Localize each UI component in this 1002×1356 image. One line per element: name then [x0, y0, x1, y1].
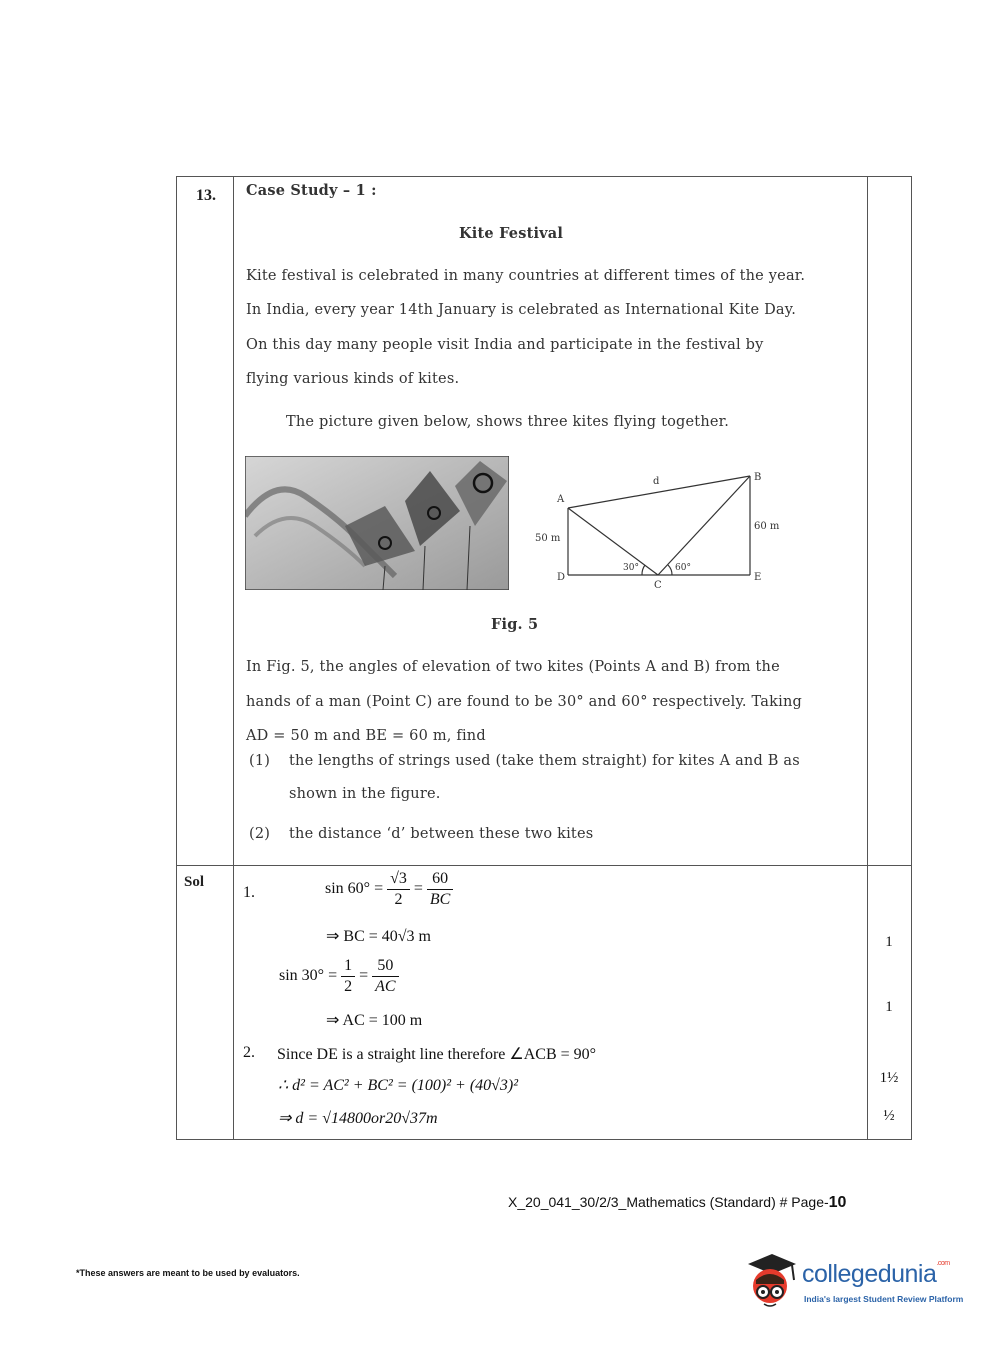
- point-a-label: A: [557, 494, 565, 505]
- paragraph-line: On this day many people visit India and participate in the festival by: [246, 337, 764, 353]
- sin30-equation: [279, 956, 399, 997]
- page-reference-text: X_20_041_30/2/3_Mathematics (Standard) # Page-: [508, 1194, 829, 1210]
- ac-result: ⇒ AC = 100 m: [326, 1012, 423, 1029]
- be-length-label: 60 m: [754, 521, 780, 532]
- marks-value: 1: [885, 934, 893, 950]
- question-line: AD = 50 m and BE = 60 m, find: [246, 728, 486, 744]
- sin30-den2: AC: [375, 978, 396, 995]
- sin30-den1: 2: [344, 978, 353, 995]
- part-1-number: (1): [249, 753, 271, 769]
- fraction: [372, 956, 398, 997]
- question-line: hands of a man (Point C) are found to be 30° and 60° respectively. Taking: [246, 694, 802, 710]
- paragraph-line: In India, every year 14th January is celebrated as International Kite Day.: [246, 302, 797, 318]
- mascot-icon: [742, 1250, 800, 1314]
- picture-caption: The picture given below, shows three kites flying together.: [286, 414, 730, 430]
- evaluator-note: *These answers are meant to be used by evaluators.: [76, 1268, 300, 1278]
- part-2-number: (2): [249, 826, 271, 842]
- row-divider: [176, 865, 912, 866]
- fraction: [341, 956, 355, 997]
- bc-result: ⇒ BC = 40√3 m: [326, 928, 431, 945]
- sin60-eq: =: [413, 880, 423, 898]
- part-1-text-cont: shown in the figure.: [289, 786, 441, 802]
- brand-tagline: India's largest Student Review Platform: [804, 1294, 964, 1304]
- sin30-num1: 1: [341, 956, 355, 977]
- point-e-label: E: [754, 572, 762, 583]
- solution-label: Sol: [184, 874, 205, 890]
- kite-photo: [245, 456, 509, 590]
- sin60-den1: 2: [394, 891, 403, 908]
- collegedunia-logo: [742, 1248, 972, 1318]
- sin60-lhs: sin 60° =: [325, 880, 384, 898]
- sin60-den2: BC: [429, 891, 451, 908]
- straight-line-statement: Since DE is a straight line therefore ∠ACB = 90°: [277, 1046, 597, 1063]
- figure-label: Fig. 5: [491, 616, 539, 633]
- kite-diagram: [530, 466, 800, 592]
- angle-60-label: 60°: [675, 563, 691, 573]
- question-line: In Fig. 5, the angles of elevation of two kites (Points A and B) from the: [246, 659, 780, 675]
- sin30-num2: 50: [372, 956, 398, 977]
- brand-suffix: .com: [936, 1260, 950, 1267]
- point-c-label: C: [654, 580, 662, 591]
- sin60-equation: [325, 869, 453, 910]
- paragraph-line: Kite festival is celebrated in many countries at different times of the year.: [246, 268, 806, 284]
- column-divider-right: [867, 176, 868, 1140]
- d-result: ⇒ d = √14800or20√37m: [278, 1110, 438, 1127]
- solution-part-2-number: 2.: [243, 1044, 255, 1061]
- brand-text: collegedunia: [802, 1260, 937, 1288]
- page-number: 10: [828, 1194, 847, 1211]
- distance-d-label: d: [653, 476, 660, 487]
- part-2-text: the distance ‘d’ between these two kites: [289, 826, 594, 842]
- point-b-label: B: [754, 472, 762, 483]
- case-study-title: Kite Festival: [459, 225, 564, 242]
- marks-value: 1½: [879, 1070, 899, 1086]
- d-squared-equation: ∴ d² = AC² + BC² = (100)² + (40√3)²: [278, 1077, 519, 1094]
- sin30-eq: =: [359, 967, 369, 985]
- question-number: 13.: [196, 187, 216, 204]
- case-study-heading: Case Study – 1 :: [246, 182, 377, 199]
- fraction: [427, 869, 453, 910]
- part-1-text: the lengths of strings used (take them straight) for kites A and B as: [289, 753, 800, 769]
- fraction: [387, 869, 410, 910]
- marks-value: 1: [885, 999, 893, 1015]
- solution-part-1-number: 1.: [243, 884, 255, 901]
- point-d-label: D: [557, 572, 566, 583]
- ad-length-label: 50 m: [535, 533, 561, 544]
- paragraph-line: flying various kinds of kites.: [246, 371, 460, 387]
- page-reference: [508, 1194, 846, 1212]
- brand-name: [802, 1260, 950, 1289]
- column-divider-left: [233, 176, 234, 1140]
- marks-value: ½: [883, 1108, 895, 1124]
- angle-30-label: 30°: [623, 563, 639, 573]
- sin60-num2: 60: [427, 869, 453, 890]
- sin60-num1: √3: [387, 869, 410, 890]
- sin30-lhs: sin 30° =: [279, 967, 338, 985]
